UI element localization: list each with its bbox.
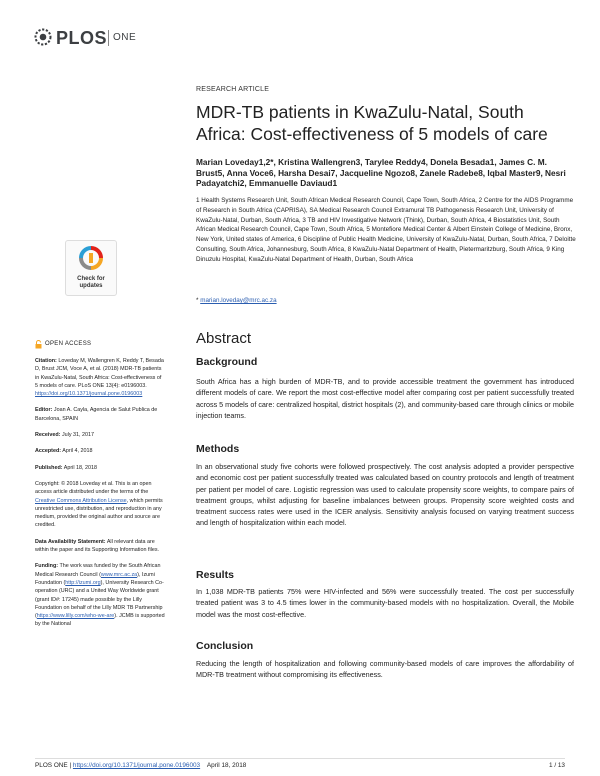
accepted-date: April 4, 2018 — [62, 448, 93, 455]
results-text: In 1,038 MDR-TB patients 75% were HIV-infected and 56% were successfully treated. The cost per successfully treated patient was 3 to 4.5 times lower in the community-based models with no hospitalization. Overall, the Mobile model was the most cost-effective. — [196, 587, 574, 619]
license-link[interactable]: Creative Commons Attribution License — [35, 497, 127, 504]
plos-one-logo[interactable] — [33, 26, 143, 50]
published-date: April 18, 2018 — [63, 464, 98, 471]
background-text: South Africa has a high burden of MDR-TB, and to provide accessible treatment the government has introduced different models of care. We report the most cost-effective model after comparing cost per patient successfully treated across 5 models of care: centralized hospital, district hospitals (2), and community-based care through clinics or mobile injection teams. — [196, 377, 574, 420]
received-date: July 31, 2017 — [61, 432, 95, 439]
funding-label: Funding: — [35, 563, 59, 570]
editor-block — [35, 406, 165, 423]
accepted-label: Accepted: — [35, 448, 62, 455]
affiliations: 1 Health Systems Research Unit, South African Medical Research Council, Cape Town, South Africa, 2 Centre for the AIDS Programme of Research in South Africa (CAPRISA), SA Medical Research Council Extramural TB Pathogenesis Research Unit, University of KwaZulu-Natal, Durban, South Africa, 3 TB and HIV Investigative Network (Think), Durban, South Africa, 4 Biostatistics Unit, South African Medical Research Council, Cape Town, South Africa, 5 Montefiore Medical Center & Albert Einstein College of Medicine, Bronx, New York, United states of America, 6 Discipline of Public Health Medicine, University of KwaZulu-Natal, Durban, South Africa, 7 Deloitte Consulting, South Africa, Johannesburg, South Africa, 8 KwaZulu-Natal Department of Health, Pietermaritzburg, South Africa, 9 King Dinuzulu Hospital, KwaZulu-Natal Department of Health, Durban, South Africa — [196, 197, 576, 263]
conclusion-text: Reducing the length of hospitalization and following community-based models of care improves the affordability of MDR-TB treatment without compromising its effectiveness. — [196, 659, 574, 680]
published-block — [35, 464, 165, 472]
data-availability-text: All relevant data are within the paper and its Supporting Information files. — [35, 538, 160, 554]
citation-text: Loveday M, Wallengren K, Reddy T, Besada D, Brust JCM, Voce A, et al. (2018) MDR-TB patients in KwaZulu-Natal, South Africa: Cost-effectiveness of 5 models of care. PLoS ONE 13(4): e0196003. — [35, 358, 164, 389]
check-for-updates-badge[interactable] — [65, 240, 117, 296]
copyright-block — [35, 480, 165, 530]
funding-block — [35, 562, 165, 628]
data-availability-block — [35, 538, 165, 555]
conclusion-heading: Conclusion — [196, 640, 254, 652]
funding-text-2: ), Izumi Foundation ( — [35, 571, 155, 586]
logo-journal: ONE — [113, 32, 137, 43]
corresponding-email — [196, 297, 277, 304]
editor-text: Joan A. Cayla, Agencia de Salut Publica de Barcelona, SPAIN — [35, 407, 158, 422]
received-block — [35, 431, 165, 439]
copyright-text-1: Copyright: © 2018 Loveday et al. This is an open access article distributed under the terms of the — [35, 480, 152, 496]
footer-divider — [35, 758, 565, 759]
footer-doi-link[interactable]: https://doi.org/10.1371/journal.pone.0196003 — [72, 762, 201, 769]
methods-text: In an observational study five cohorts were followed prospectively. The cost analysis adopted a provider perspective and economic cost per patient successfully treated was calculated based on country protocols and length of treatment per patient per model of care. Logistic regression was used to calculate propensity score weights, to compare pairs of treatment groups, whilst adjusting for baseline imbalances between groups. Propensity score weighted costs and treatment success rates were used in the ICER analysis. Sensitivity analysis focused on varying treatment success and length of hospitalization within each model. — [196, 462, 574, 528]
footer-journal: PLOS ONE — [35, 762, 68, 769]
page-footer — [35, 762, 565, 769]
open-lock-icon — [35, 340, 42, 349]
email-link[interactable]: marian.loveday@mrc.ac.za — [200, 297, 277, 304]
article-info-sidebar — [35, 340, 165, 637]
funding-text-1: The work was funded by the South African Medical Research Council ( — [35, 563, 161, 578]
article-title: MDR-TB patients in KwaZulu-Natal, South Africa: Cost-effectiveness of 5 models of care — [196, 102, 548, 144]
article-type: RESEARCH ARTICLE — [196, 86, 270, 93]
plos-logo-icon — [33, 27, 53, 47]
footer-date: April 18, 2018 — [206, 762, 247, 769]
check-updates-line1: Check for — [77, 276, 105, 282]
methods-heading: Methods — [196, 443, 240, 455]
editor-label: Editor: — [35, 407, 53, 414]
funding-link-lilly[interactable]: https://www.lilly.com/who-we-are — [36, 613, 115, 620]
published-label: Published: — [35, 464, 63, 471]
check-updates-icon — [78, 245, 104, 271]
funding-text-4: ). JCMB is supported by the National — [35, 613, 165, 628]
logo-divider — [108, 30, 109, 46]
results-heading: Results — [196, 569, 234, 581]
funding-link-izumi[interactable]: http://izumi.org — [65, 579, 101, 586]
open-access-label — [35, 340, 165, 349]
author-list: Marian Loveday1,2*, Kristina Wallengren3, Tarylee Reddy4, Donela Besada1, James C. M. Brust5, Anna Voce6, Harsha Desai7, Jacqueline Ngozo8, Zanele Radebe8, Iqbal Master9, Nesri Padayatchi2, Emmanuelle Daviaud1 — [196, 157, 566, 188]
open-access-text: OPEN ACCESS — [45, 341, 92, 348]
abstract-heading: Abstract — [196, 330, 252, 347]
accepted-block — [35, 447, 165, 455]
citation-block — [35, 357, 165, 398]
citation-label: Citation: — [35, 358, 57, 364]
funding-link-mrc[interactable]: www.mrc.ac.za — [100, 571, 138, 578]
page-number: 1 / 13 — [549, 762, 565, 769]
logo-brand: PLOS — [56, 28, 108, 48]
funding-text-3: ), University Research Co-operation (URC) and a United Way Worldwide grant (grant ID#: 17245) made possible by the Lilly Foundation on behalf of the Lilly MDR TB Partnership ( — [35, 579, 164, 620]
data-availability-label: Data Availability Statement: — [35, 538, 106, 545]
background-heading: Background — [196, 356, 258, 368]
received-label: Received: — [35, 432, 61, 439]
footer-separator: | — [67, 762, 73, 769]
copyright-text-2: , which permits unrestricted use, distribution, and reproduction in any medium, provided the original author and source are credited. — [35, 497, 163, 529]
check-updates-line2: updates — [79, 283, 103, 289]
email-marker: * — [196, 297, 199, 304]
citation-doi-link[interactable]: https://doi.org/10.1371/journal.pone.0196003 — [35, 391, 143, 398]
